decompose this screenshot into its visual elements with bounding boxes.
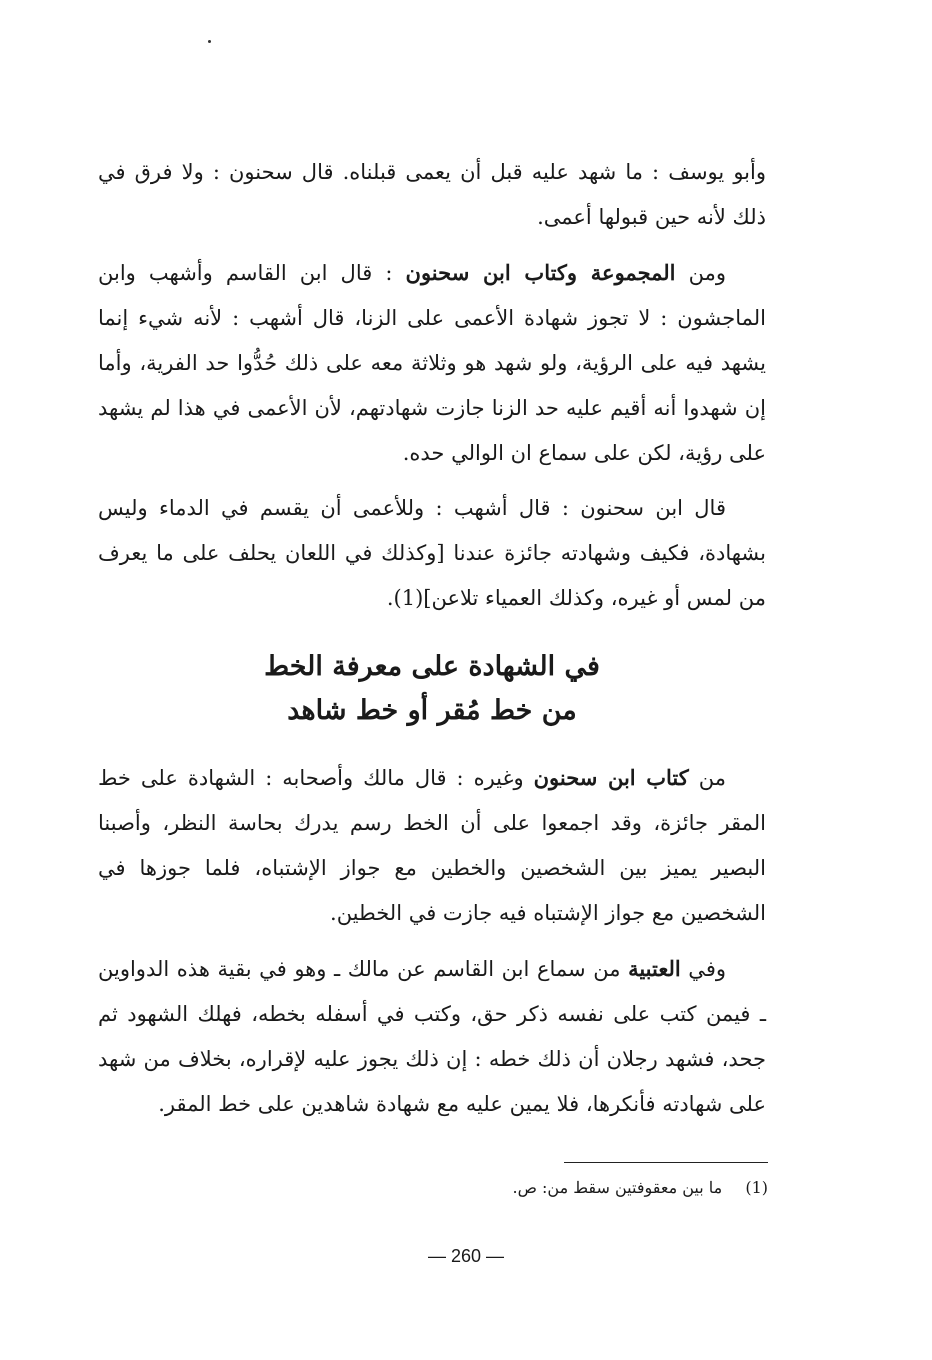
paragraph-5-source-title: العتبية bbox=[628, 956, 681, 981]
paragraph-5-prefix: وفي bbox=[680, 957, 726, 981]
paragraph-1 bbox=[98, 150, 766, 240]
scan-speck bbox=[208, 40, 211, 43]
paragraph-5 bbox=[98, 946, 766, 1127]
paragraph-5-text: من سماع ابن القاسم عن مالك ـ وهو في بقية هذه الدواوين ـ فيمن كتب على نفسه ذكر حق، وكتب في أسفله بخطه، فهلك الشهود ثم جحد، فشهد رجلان أن ذلك خطه : إن ذلك يجوز عليه لإقراره، بخلاف من شهد على شهادته فأنكرها، فلا يمين عليه مع شهادة شاهدين على خط المقر. bbox=[98, 957, 766, 1116]
footnote bbox=[300, 1176, 768, 1200]
footnote-text: ما بين معقوفتين سقط من: ص. bbox=[512, 1178, 723, 1197]
paragraph-3-text: قال ابن سحنون : قال أشهب : وللأعمى أن يقسم في الدماء وليس بشهادة، فكيف وشهادته جائزة عندنا [وكذلك في اللعان يحلف على ما يعرف من لمس أو غيره، وكذلك العمياء تلاعن](1). bbox=[98, 496, 766, 610]
paragraph-1-text: وأبو يوسف : ما شهد عليه قبل أن يعمى قبلناه. قال سحنون : ولا فرق في ذلك لأنه حين قبولها أعمى. bbox=[98, 160, 766, 229]
page-number: — 260 — bbox=[427, 1246, 505, 1266]
section-heading-line-1: في الشهادة على معرفة الخط bbox=[264, 651, 600, 682]
page-body bbox=[98, 150, 766, 1137]
paragraph-4-text: وغيره : قال مالك وأصحابه : الشهادة على خط المقر جائزة، وقد اجمعوا على أن الخط رسم يدرك بحاسة النظر، وأصبنا البصير يميز بين الشخصين والخطين مع جواز الإشتباه، فلما جوزها في الشخصين مع جواز الإشتباه فيه جازت في الخطين. bbox=[98, 766, 766, 925]
section-heading-line-2: من خط مُقر أو خط شاهد bbox=[287, 695, 577, 726]
section-heading bbox=[98, 645, 766, 733]
footnote-divider bbox=[564, 1162, 768, 1163]
paragraph-2 bbox=[98, 250, 766, 476]
paragraph-4 bbox=[98, 755, 766, 936]
paragraph-2-text: : قال ابن القاسم وأشهب وابن الماجشون : لا تجوز شهادة الأعمى على الزنا، قال أشهب : لأنه شيء إنما يشهد فيه على الرؤية، ولو شهد هو وثلاثة معه على ذلك حُدُّوا حد الفرية، وأما إن شهدوا أنه أقيم عليه حد الزنا جازت شهادتهم، لأن الأعمى في هذا لم يشهد على رؤية، لكن على سماع ان الوالي حده. bbox=[98, 261, 766, 465]
paragraph-4-prefix: من bbox=[688, 766, 726, 790]
paragraph-4-source-title: كتاب ابن سحنون bbox=[533, 765, 689, 790]
paragraph-3 bbox=[98, 486, 766, 621]
paragraph-2-prefix: ومن bbox=[675, 261, 726, 285]
paragraph-2-source-title: المجموعة وكتاب ابن سحنون bbox=[405, 260, 676, 285]
footnote-number: (1) bbox=[745, 1178, 768, 1197]
